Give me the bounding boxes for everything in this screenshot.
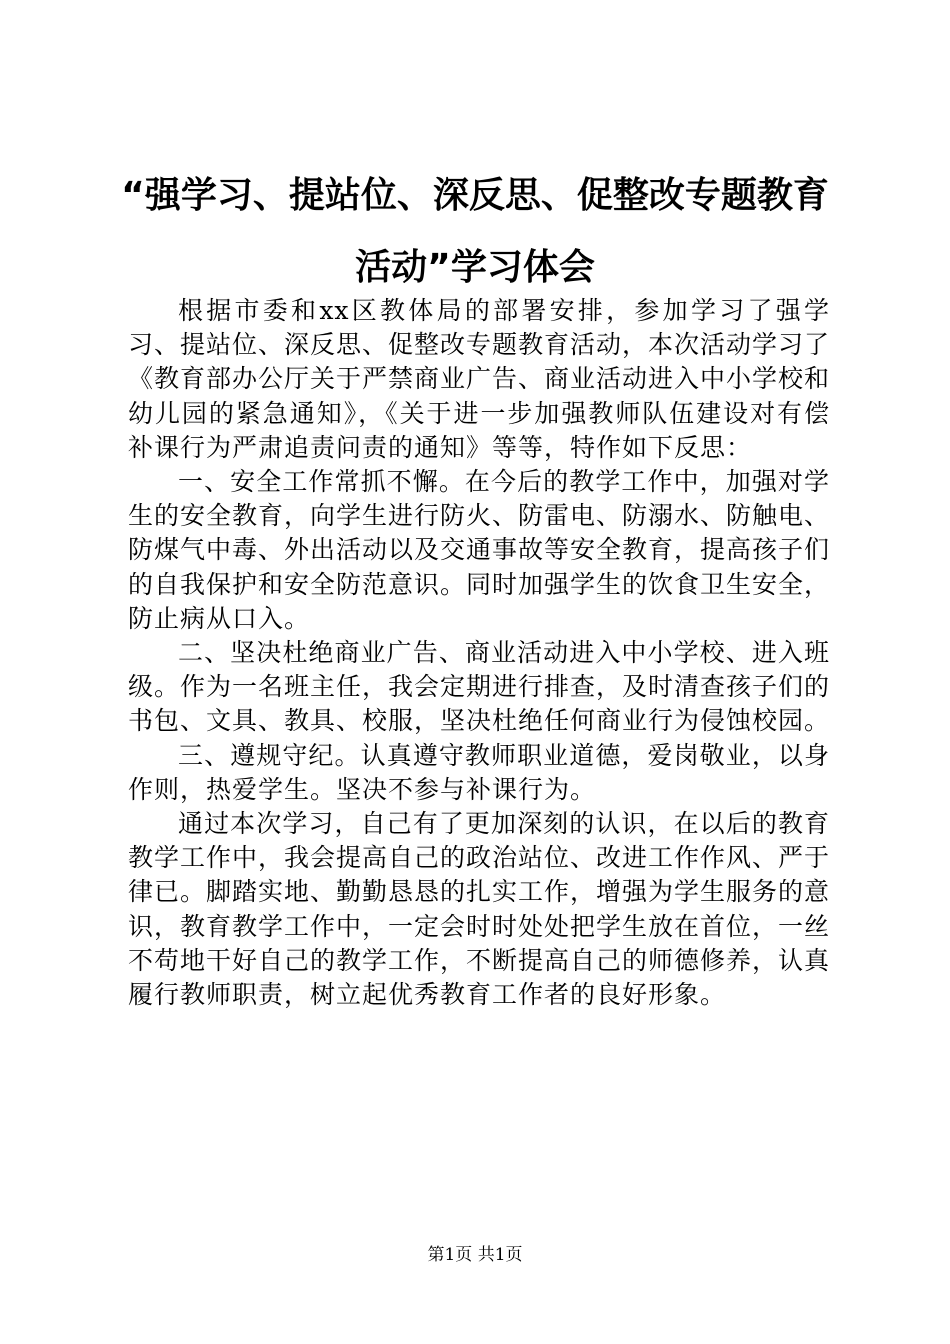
paragraph-conclusion: 通过本次学习，自己有了更加深刻的认识，在以后的教育教学工作中，我会提高自己的政治站位、改进工作作风、严于律已。脚踏实地、勤勤恳恳的扎实工作，增强为学生服务的意识，教育教学工作中，一定会时时处处把学生放在首位，一丝不苟地干好自己的教学工作，不断提高自己的师德修养，认真履行教师职责，树立起优秀教育工作者的良好形象。 [128, 809, 831, 1010]
paragraph-safety: 一、安全工作常抓不懈。在今后的教学工作中，加强对学生的安全教育，向学生进行防火、防雷电、防溺水、防触电、防煤气中毒、外出活动以及交通事故等安全教育，提高孩子们的自我保护和安全防范意识。同时加强学生的饮食卫生安全，防止病从口入。 [128, 467, 831, 633]
title-line-2: 活动”学习体会 [355, 247, 595, 288]
paragraph-intro: 根据市委和xx区教体局的部署安排，参加学习了强学习、提站位、深反思、促整改专题教育活动，本次活动学习了《教育部办公厅关于严禁商业广告、商业活动进入中小学校和幼儿园的紧急通知》，《关于进一步加强教师队伍建设对有偿补课行为严肃追责问责的通知》等等，特作如下反思： [128, 296, 831, 462]
document-title [110, 160, 840, 304]
title-line-1: “强学习、提站位、深反思、促整改专题教育 [121, 175, 829, 216]
paragraph-commercial: 二、坚决杜绝商业广告、商业活动进入中小学校、进入班级。作为一名班主任，我会定期进行排查，及时清查孩子们的书包、文具、教具、校服，坚决杜绝任何商业行为侵蚀校园。 [128, 638, 831, 736]
page-footer: 第1页 共1页 [427, 1245, 523, 1265]
paragraph-discipline: 三、遵规守纪。认真遵守教师职业道德，爱岗敬业，以身作则，热爱学生。坚决不参与补课行为。 [128, 740, 830, 804]
document-body [128, 294, 830, 1012]
